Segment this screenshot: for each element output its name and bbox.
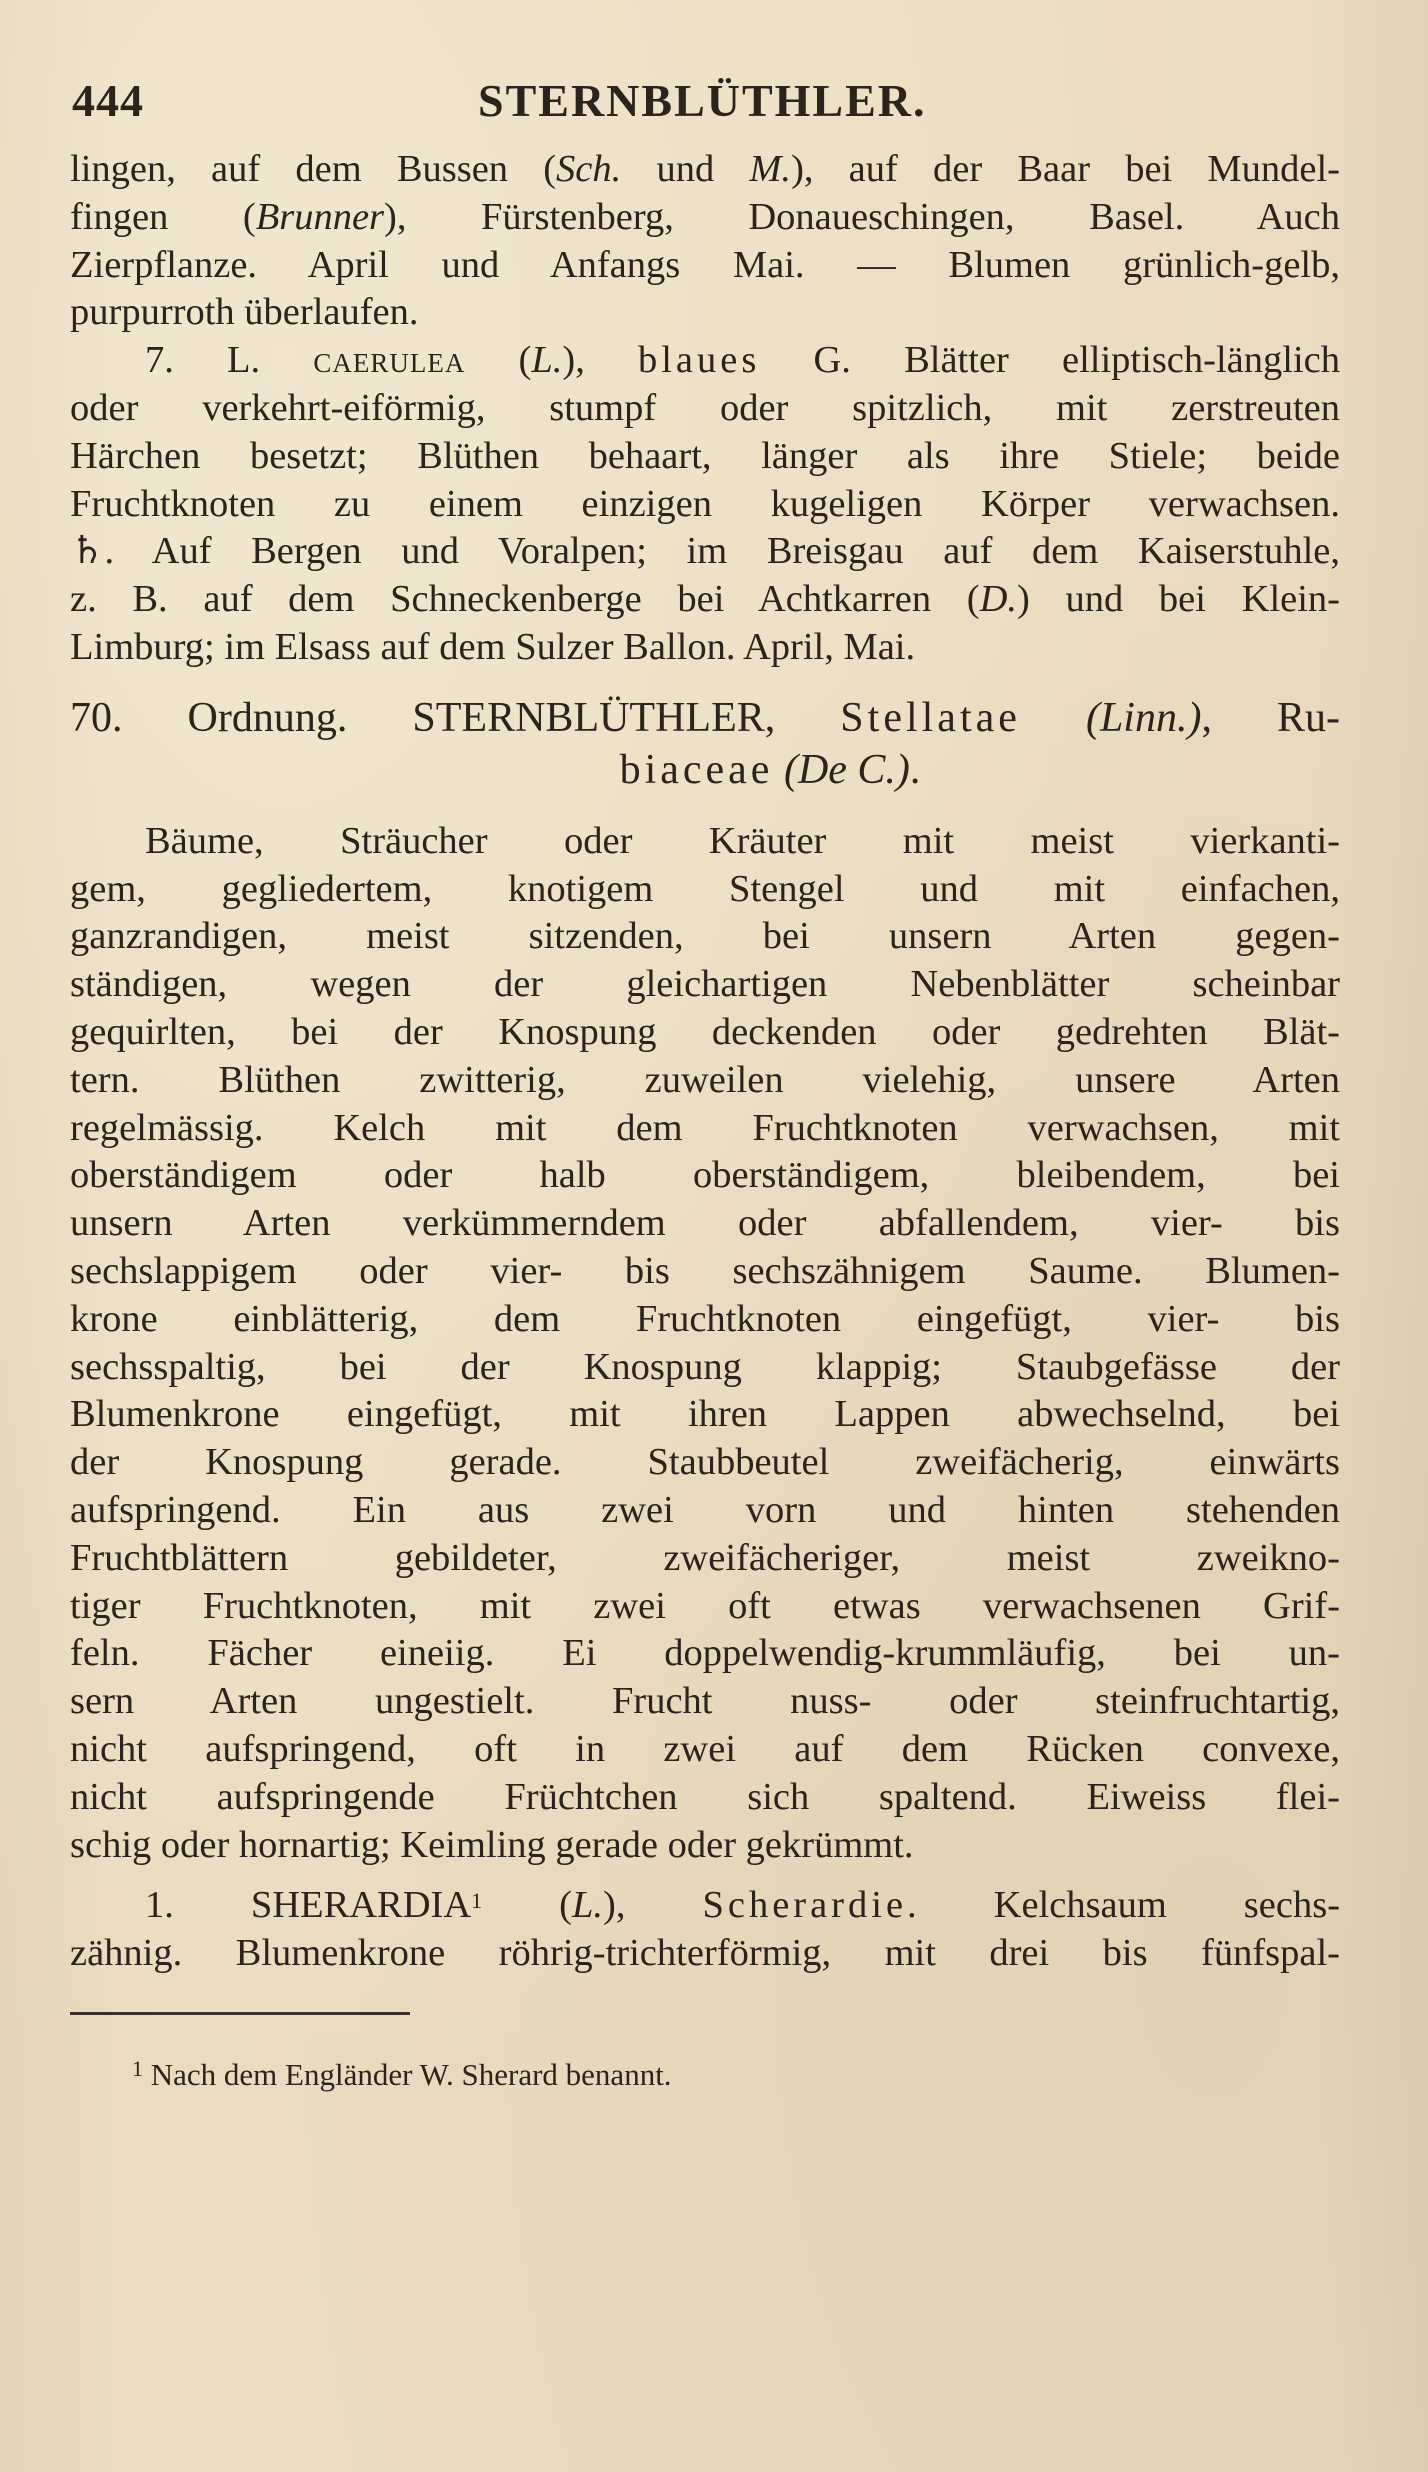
footnote-marker: 1: [471, 1888, 483, 1914]
text-line: feln. Fächer eineiig. Ei doppelwendig-krummläufig, bei un-: [70, 1632, 1340, 1675]
page-number: 444: [72, 75, 144, 126]
text-line: oder verkehrt-eiförmig, stumpf oder spitzlich, mit zerstreuten: [70, 386, 1340, 429]
text-line: oberständigem oder halb oberständigem, bleibendem, bei: [70, 1154, 1340, 1197]
text-line: lingen, auf dem Bussen (Sch. und M.), auf der Baar bei Mundel-: [70, 148, 1340, 190]
text-line: nicht aufspringende Früchtchen sich spaltend. Eiweiss flei-: [70, 1775, 1340, 1818]
footnote: [70, 2049, 1340, 2095]
order-description: [70, 818, 1340, 1870]
book-page: [70, 60, 1340, 2095]
footnote-number: 1: [132, 2055, 143, 2081]
text-line: fingen (Brunner), Fürstenberg, Donaueschingen, Basel. Auch: [70, 195, 1341, 238]
text-line: nicht aufspringend, oft in zwei auf dem Rücken convexe,: [70, 1727, 1340, 1770]
text-line: krone einblätterig, dem Fruchtknoten eingefügt, vier- bis: [70, 1297, 1340, 1340]
text-line: sern Arten ungestielt. Frucht nuss- oder steinfruchtartig,: [70, 1680, 1340, 1723]
order-heading-line: biaceae (De C.).: [619, 746, 921, 793]
text-line: purpurroth überlaufen.: [70, 291, 419, 334]
species-7-entry: [70, 337, 1340, 672]
footnote-text: Nach dem Engländer W. Sherard benannt.: [143, 2056, 672, 2092]
footnote-divider: [70, 2012, 410, 2015]
order-heading: [70, 692, 1340, 796]
text-line: Limburg; im Elsass auf dem Sulzer Ballon. April, Mai.: [70, 625, 916, 668]
page-header: [70, 60, 1340, 132]
order-heading-line: 70. Ordnung. STERNBLÜTHLER, Stellatae (Linn.), Ru-: [70, 694, 1340, 741]
text-line: ganzrandigen, meist sitzenden, bei unsern Arten gegen-: [70, 915, 1340, 958]
text-line: ständigen, wegen der gleichartigen Nebenblätter scheinbar: [70, 963, 1340, 1006]
text-line: sechsspaltig, bei der Knospung klappig; Staubgefässe der: [70, 1345, 1340, 1388]
text-line: 7. L. caerulea (L.), blaues G. Blätter elliptisch-länglich: [145, 339, 1340, 382]
text-line: Härchen besetzt; Blüthen behaart, länger als ihre Stiele; beide: [70, 434, 1340, 477]
text-line: gequirlten, bei der Knospung deckenden oder gedrehten Blät-: [70, 1010, 1340, 1053]
text-line: Zierpflanze. April und Anfangs Mai. — Blumen grünlich-gelb,: [70, 243, 1340, 286]
running-head: STERNBLÜTHLER.: [478, 75, 927, 126]
text-line: 1. SHERARDIA$^1$ (L.), Scherardie. Kelchsaum sechs-: [145, 1884, 1341, 1927]
text-line: tiger Fruchtknoten, mit zwei oft etwas verwachsenen Grif-: [70, 1584, 1340, 1627]
text-line: aufspringend. Ein aus zwei vorn und hinten stehenden: [70, 1488, 1340, 1531]
genus-1-entry: [70, 1877, 1340, 1978]
text-line: zähnig. Blumenkrone röhrig-trichterförmig, mit drei bis fünfspal-: [70, 1932, 1340, 1975]
text-line: Blumenkrone eingefügt, mit ihren Lappen abwechselnd, bei: [70, 1393, 1340, 1436]
text-line: unsern Arten verkümmerndem oder abfallendem, vier- bis: [70, 1202, 1340, 1245]
text-line: tern. Blüthen zwitterig, zuweilen vielehig, unsere Arten: [70, 1058, 1340, 1101]
text-line: Fruchtblättern gebildeter, zweifächeriger, meist zweikno-: [70, 1536, 1340, 1579]
text-line: sechslappigem oder vier- bis sechszähnigem Saume. Blumen-: [70, 1249, 1340, 1292]
continued-paragraph: [70, 146, 1340, 337]
text-line: schig oder hornartig; Keimling gerade oder gekrümmt.: [70, 1823, 914, 1866]
text-line: gem, gegliedertem, knotigem Stengel und mit einfachen,: [70, 867, 1340, 910]
text-line: ♄. Auf Bergen und Voralpen; im Breisgau auf dem Kaiserstuhle,: [70, 530, 1340, 573]
text-line: z. B. auf dem Schneckenberge bei Achtkarren (D.) und bei Klein-: [70, 578, 1340, 621]
text-line: Fruchtknoten zu einem einzigen kugeligen Körper verwachsen.: [70, 482, 1340, 525]
text-line: Bäume, Sträucher oder Kräuter mit meist vierkanti-: [145, 819, 1340, 862]
text-line: der Knospung gerade. Staubbeutel zweifächerig, einwärts: [70, 1441, 1340, 1484]
text-line: regelmässig. Kelch mit dem Fruchtknoten verwachsen, mit: [70, 1106, 1340, 1149]
